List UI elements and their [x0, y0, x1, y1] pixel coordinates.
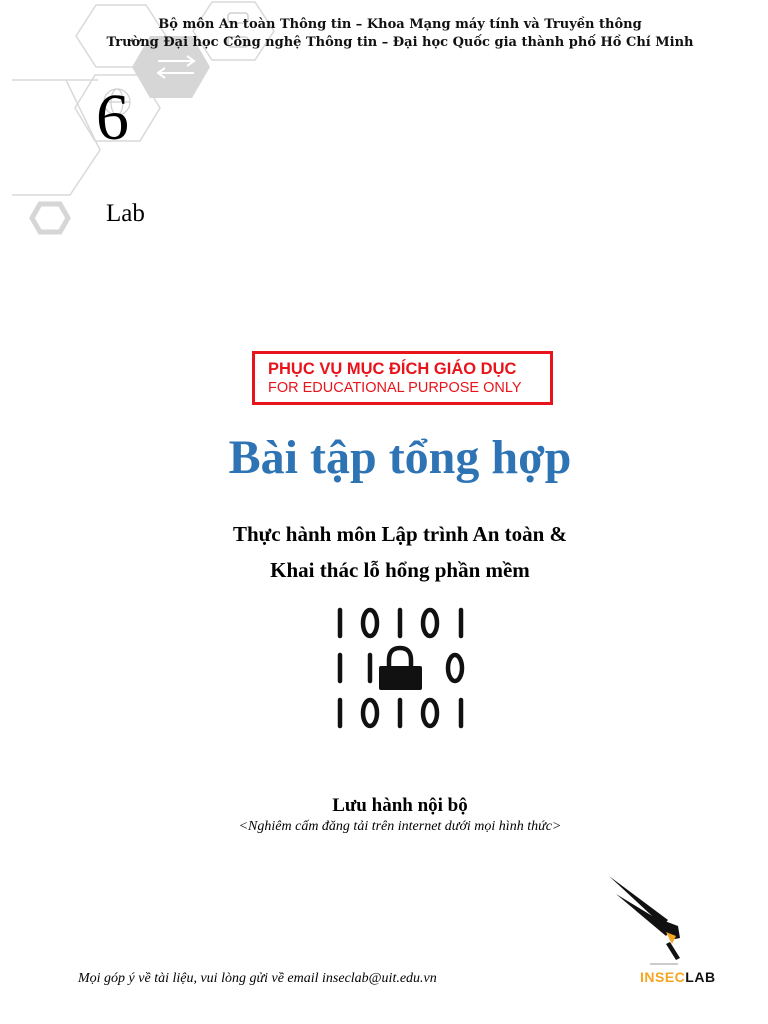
- lab-number: 6: [96, 81, 129, 154]
- circulation-label: Lưu hành nội bộ: [332, 795, 468, 816]
- page-title: Bài tập tổng hợp: [228, 431, 572, 484]
- notice-line-english: FOR EDUCATIONAL PURPOSE ONLY: [268, 380, 522, 396]
- inseclab-logo-icon: [606, 874, 686, 968]
- prohibition-note: <Nghiêm cấm đăng tải trên internet dưới mọi hình thức>: [238, 819, 562, 834]
- logo-lab: LAB: [685, 969, 716, 985]
- department-line: Bộ môn An toàn Thông tin – Khoa Mạng máy tính và Truyền thông: [158, 17, 642, 32]
- logo-insec: INSEC: [640, 969, 686, 985]
- subtitle-line-1: Thực hành môn Lập trình An toàn &: [232, 522, 568, 546]
- lab-label: Lab: [106, 200, 145, 227]
- contact-note: Mọi góp ý về tài liệu, vui lòng gửi về email inseclab@uit.edu.vn: [78, 971, 437, 986]
- logo-wordmark: [640, 969, 716, 985]
- binary-lock-icon: [330, 604, 470, 732]
- educational-notice-box: [252, 351, 553, 405]
- university-line: Trường Đại học Công nghệ Thông tin – Đại học Quốc gia thành phố Hồ Chí Minh: [106, 35, 694, 50]
- subtitle-line-2: Khai thác lỗ hổng phần mềm: [270, 558, 530, 582]
- notice-line-vietnamese: PHỤC VỤ MỤC ĐÍCH GIÁO DỤC: [268, 360, 517, 378]
